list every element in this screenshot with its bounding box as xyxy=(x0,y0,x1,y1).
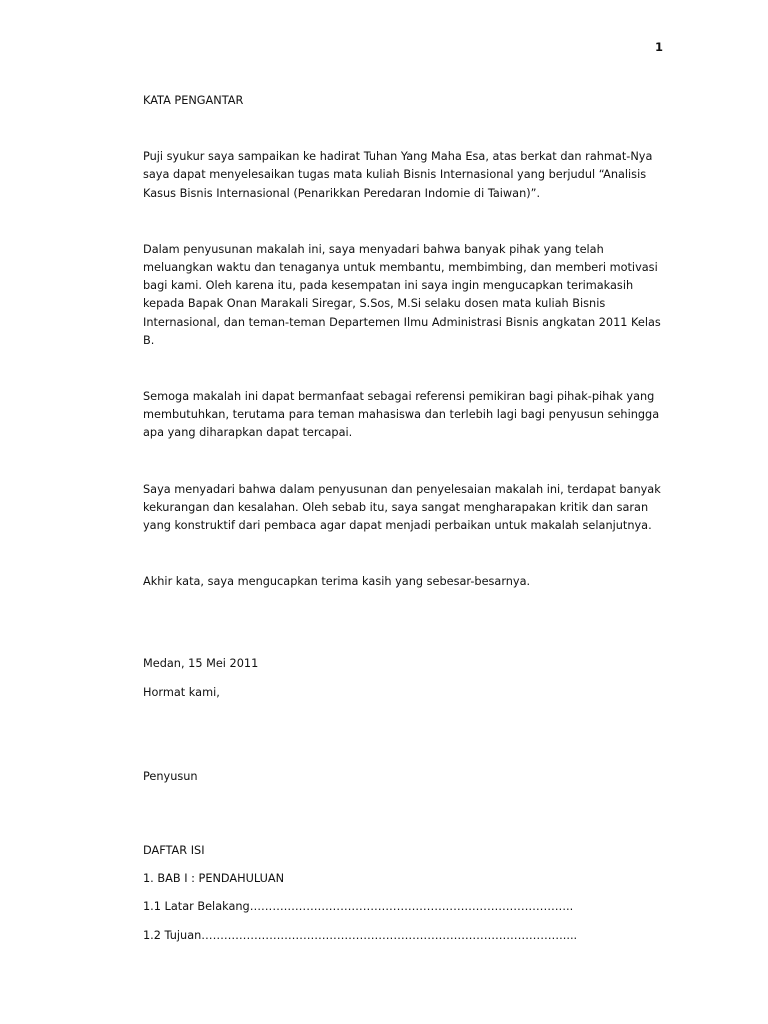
toc-entry: 1.1 Latar Belakang………………………………………………………………………….. xyxy=(143,900,574,914)
toc-title: DAFTAR ISI xyxy=(143,844,205,858)
paragraph-1: Puji syukur saya sampaikan ke hadirat Tuhan Yang Maha Esa, atas berkat dan rahmat-Nya saya dapat menyelesaikan tugas mata kuliah Bisnis Internasional yang berjudul “Analisis Kasus Bisnis Internasional (Penarikkan Peredaran Indomie di Taiwan)”. xyxy=(143,150,653,200)
paragraph-2: Dalam penyusunan makalah ini, saya menyadari bahwa banyak pihak yang telah meluangkan waktu dan tenaganya untuk membantu, membimbing, dan memberi motivasi bagi kami. Oleh karena itu, pada kesempatan ini saya ingin mengucapkan terimakasih kepada Bapak Onan Marakali Siregar, S.Sos, M.Si selaku dosen mata kuliah Bisnis Internasional, dan teman-teman Departemen Ilmu Administrasi Bisnis angkatan 2011 Kelas B. xyxy=(143,242,661,347)
toc-chapter: 1. BAB I : PENDAHULUAN xyxy=(143,872,285,886)
paragraph-4: Saya menyadari bahwa dalam penyusunan dan penyelesaian makalah ini, terdapat banyak kekurangan dan kesalahan. Oleh sebab itu, saya sangat mengharapakan kritik dan saran yang konstruktif dari pembaca agar dapat menjadi perbaikan untuk makalah selanjutnya. xyxy=(143,482,661,533)
page-heading: KATA PENGANTAR xyxy=(143,94,244,107)
author-signature: Penyusun xyxy=(143,769,198,783)
document-body xyxy=(143,92,663,955)
place-date: Medan, 15 Mei 2011 xyxy=(143,657,259,671)
closing-sentence: Akhir kata, saya mengucapkan terima kasih yang sebesar-besarnya. xyxy=(143,575,531,589)
paragraph-3: Semoga makalah ini dapat bermanfaat sebagai referensi pemikiran bagi pihak-pihak yang membutuhkan, terutama para teman mahasiswa dan terlebih lagi bagi penyusun sehingga apa yang diharapkan dapat tercapai. xyxy=(143,390,660,440)
page-number: 1 xyxy=(654,40,663,54)
toc-entry: 1.2 Tujuan…………………………………………………………………………………….... xyxy=(143,928,578,942)
regards: Hormat kami, xyxy=(143,685,220,699)
